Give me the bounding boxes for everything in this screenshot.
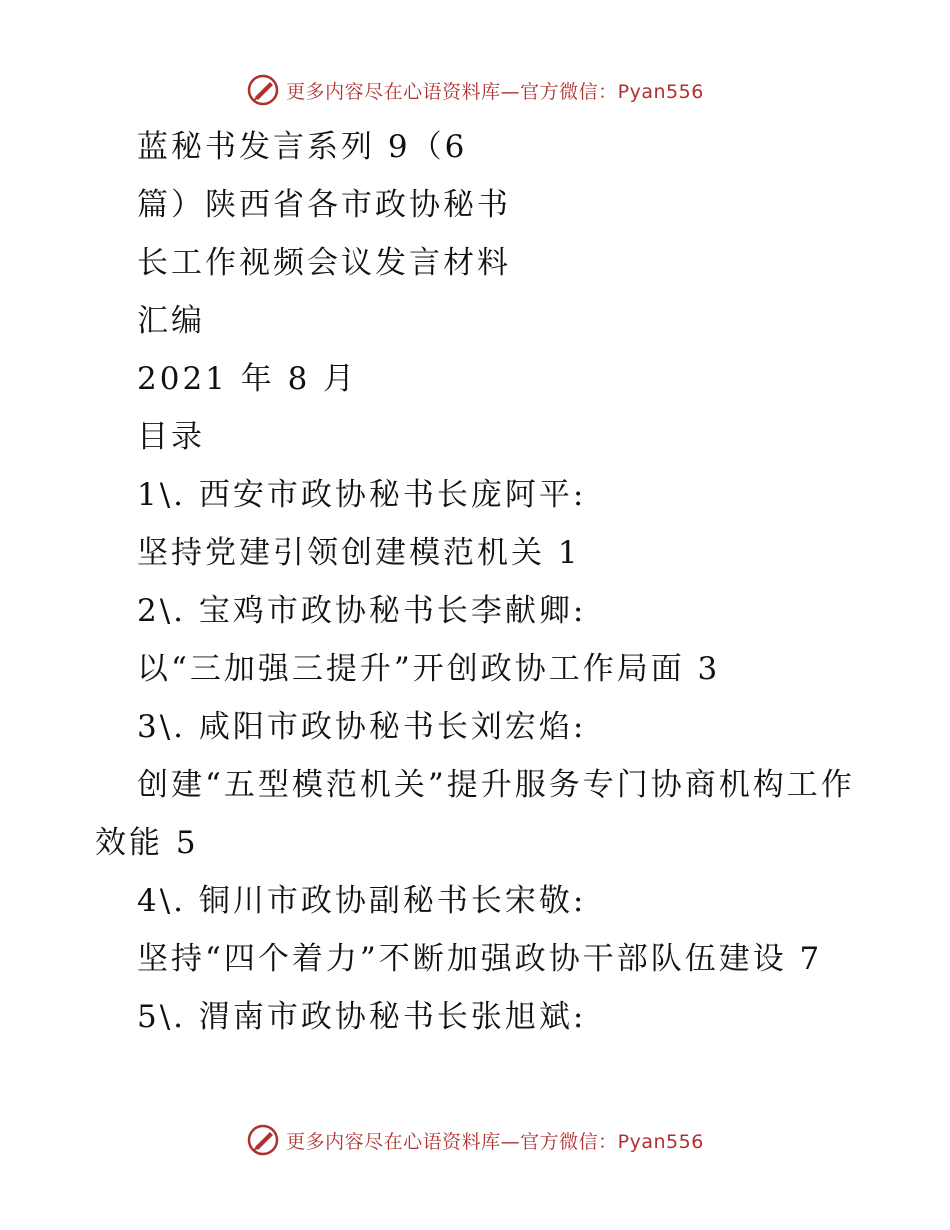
- seal-pen-logo-icon: [246, 73, 280, 107]
- doc-title-line: 长工作视频会议发言材料: [137, 245, 511, 281]
- document-body: [95, 118, 865, 1046]
- footer-watermark: [0, 1120, 950, 1160]
- toc-item-title: 坚持党建引领创建模范机关 1: [137, 535, 581, 571]
- toc-heading: 目录: [137, 419, 205, 455]
- doc-title-line: 汇编: [137, 303, 205, 339]
- doc-title-line: 篇）陕西省各市政协秘书: [137, 187, 511, 223]
- header-watermark: [0, 70, 950, 110]
- doc-title-line: 蓝秘书发言系列 9（6: [137, 129, 468, 165]
- toc-item-speaker: 2\. 宝鸡市政协秘书长李献卿:: [137, 593, 587, 629]
- toc-item-speaker: 5\. 渭南市政协秘书长张旭斌:: [137, 999, 587, 1035]
- toc-item-title: 以“三加强三提升”开创政协工作局面 3: [137, 651, 721, 687]
- doc-date: 2021 年 8 月: [137, 361, 358, 397]
- seal-pen-logo-icon: [246, 1123, 280, 1157]
- toc-item-title: 创建“五型模范机关”提升服务专门协商机构工作效能 5: [95, 767, 855, 861]
- toc-item-speaker: 3\. 咸阳市政协秘书长刘宏焰:: [137, 709, 587, 745]
- watermark-text: 更多内容尽在心语资料库—官方微信：Pyan556: [286, 80, 704, 103]
- toc-item-title: 坚持“四个着力”不断加强政协干部队伍建设 7: [137, 941, 823, 977]
- toc-item-speaker: 4\. 铜川市政协副秘书长宋敬:: [137, 883, 587, 919]
- watermark-text: 更多内容尽在心语资料库—官方微信：Pyan556: [286, 1130, 704, 1153]
- toc-item-speaker: 1\. 西安市政协秘书长庞阿平:: [137, 477, 587, 513]
